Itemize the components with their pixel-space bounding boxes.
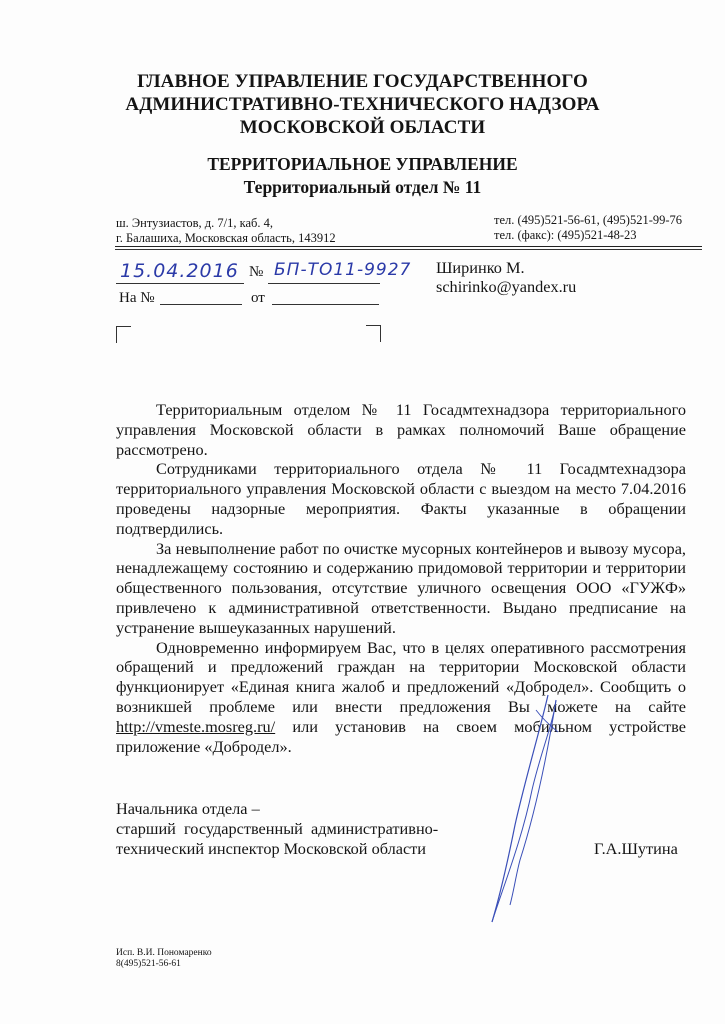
number-underline (268, 283, 380, 284)
registration-date: 15.04.2016 (120, 260, 239, 282)
signatory-title-1: Начальника отдела – (116, 799, 260, 818)
department-title: ТЕРРИТОРИАЛЬНОЕ УПРАВЛЕНИЕ (207, 154, 518, 174)
signatory-title-3: технический инспектор Московской области (116, 839, 427, 858)
header-line-2: АДМИНИСТРАТИВНО-ТЕХНИЧЕСКОГО НАДЗОРА (125, 94, 600, 115)
signature-stroke-2 (492, 700, 556, 922)
address-line-1: ш. Энтузиастов, д. 7/1, каб. 4, (116, 216, 274, 230)
letter-body (116, 400, 686, 756)
corner-mark-left (116, 326, 131, 343)
header-divider-thin (115, 249, 702, 250)
executor-name: Исп. В.И. Пономаренко (116, 948, 212, 958)
header-line-1: ГЛАВНОЕ УПРАВЛЕНИЕ ГОСУДАРСТВЕННОГО (137, 71, 588, 92)
body-paragraph-4 (116, 638, 686, 757)
website-link[interactable]: http://vmeste.mosreg.ru/ (116, 716, 276, 736)
phone-line-1: тел. (495)521-56-61, (495)521-99-76 (494, 213, 683, 227)
executor-phone: 8(495)521-56-61 (116, 959, 181, 969)
reply-date-line (272, 304, 379, 305)
recipient-name: Ширинко М. (436, 258, 525, 277)
header-divider (115, 246, 702, 247)
body-paragraph-4-end: или установив на своем мобильном устройстве приложение «Добродел». (116, 716, 686, 756)
phone-line-2: тел. (факс): (495)521-48-23 (494, 228, 637, 242)
reply-from-label: от (251, 290, 265, 306)
recipient-email: schirinko@yandex.ru (436, 277, 577, 296)
reply-to-label: На № (119, 290, 155, 306)
signatory-title-2: старший государственный административно- (116, 819, 439, 838)
registration-number: БП-ТО11-9927 (274, 260, 412, 280)
body-paragraph-4-start: Одновременно информируем Вас, что в целях оперативного рассмотрения обращений и предложений граждан на территории Московской области функционирует «Единая книга жалоб и предложений «Добродел». Сообщить о возникшей проблеме или внести предложения Вы можете на сайте (116, 637, 686, 716)
header-line-3: МОСКОВСКОЙ ОБЛАСТИ (239, 117, 486, 138)
address-line-2: г. Балашиха, Московская область, 143912 (116, 231, 336, 245)
body-paragraph-2: Сотрудниками территориального отдела № 11 Госадмтехнадзора территориального управления Московской области с выездом на место 7.04.2016 проведены надзорные мероприятия. Факты указанные в обращении подтвердились. (116, 459, 686, 538)
signature-stroke-1 (492, 695, 548, 922)
department-subtitle: Территориальный отдел № 11 (243, 177, 482, 197)
date-underline (116, 283, 244, 284)
number-label: № (249, 264, 264, 280)
body-paragraph-3: За невыполнение работ по очистке мусорных контейнеров и вывозу мусора, ненадлежащему состоянию и содержанию придомовой территории и территории общественного пользования, отсутствие уличного освещения ООО «ГУЖФ» привлечено к административной ответственности. Выдано предписание на устранение вышеуказанных нарушений. (116, 538, 686, 637)
corner-mark-right (366, 325, 381, 342)
reply-number-line (160, 304, 242, 305)
signatory-name: Г.А.Шутина (594, 839, 678, 858)
body-paragraph-1: Территориальным отделом № 11 Госадмтехнадзора территориального управления Московской области в рамках полномочий Ваше обращение рассмотрено. (116, 400, 686, 459)
handwritten-signature (470, 690, 580, 930)
